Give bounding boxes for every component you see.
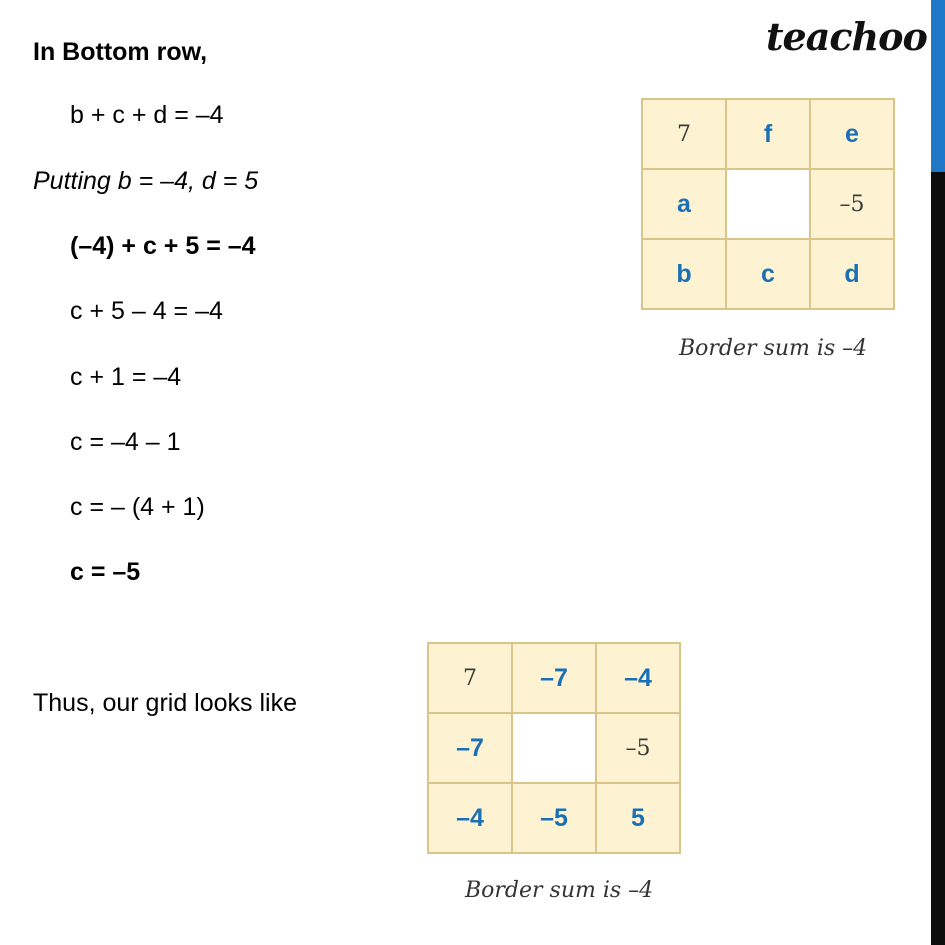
grid-cell: 7	[642, 99, 726, 169]
step-substituted: (–4) + c + 5 = –4	[70, 232, 256, 260]
slide-sidebar-accent	[931, 0, 945, 172]
grid-cell-center	[512, 713, 596, 783]
grid-caption: Border sum is –4	[465, 878, 654, 903]
grid-cell: –7	[512, 643, 596, 713]
step-substitution-note: Putting b = –4, d = 5	[33, 167, 259, 195]
grid-cell: 5	[596, 783, 680, 853]
grid-cell: –5	[810, 169, 894, 239]
grid-cell: –4	[428, 783, 512, 853]
grid-cell: –4	[596, 643, 680, 713]
grid-cell: a	[642, 169, 726, 239]
step-simplify-1: c + 5 – 4 = –4	[70, 297, 223, 325]
step-simplify-4: c = – (4 + 1)	[70, 493, 205, 521]
grid-caption: Border sum is –4	[679, 336, 868, 361]
grid-cell: d	[810, 239, 894, 309]
conclusion-text: Thus, our grid looks like	[33, 689, 298, 717]
grid-cell: 7	[428, 643, 512, 713]
variable-grid	[641, 98, 895, 310]
grid-cell: –5	[596, 713, 680, 783]
grid-cell: –7	[428, 713, 512, 783]
solved-grid	[427, 642, 681, 854]
grid-cell: f	[726, 99, 810, 169]
section-heading: In Bottom row,	[33, 38, 208, 66]
step-result: c = –5	[70, 558, 141, 586]
grid-cell: –5	[512, 783, 596, 853]
grid-cell: e	[810, 99, 894, 169]
grid-cell-center	[726, 169, 810, 239]
step-simplify-3: c = –4 – 1	[70, 428, 181, 456]
grid-cell: b	[642, 239, 726, 309]
grid-cell: c	[726, 239, 810, 309]
step-equation: b + c + d = –4	[70, 101, 224, 129]
step-simplify-2: c + 1 = –4	[70, 363, 182, 391]
teachoo-logo: teachoo	[766, 14, 927, 59]
